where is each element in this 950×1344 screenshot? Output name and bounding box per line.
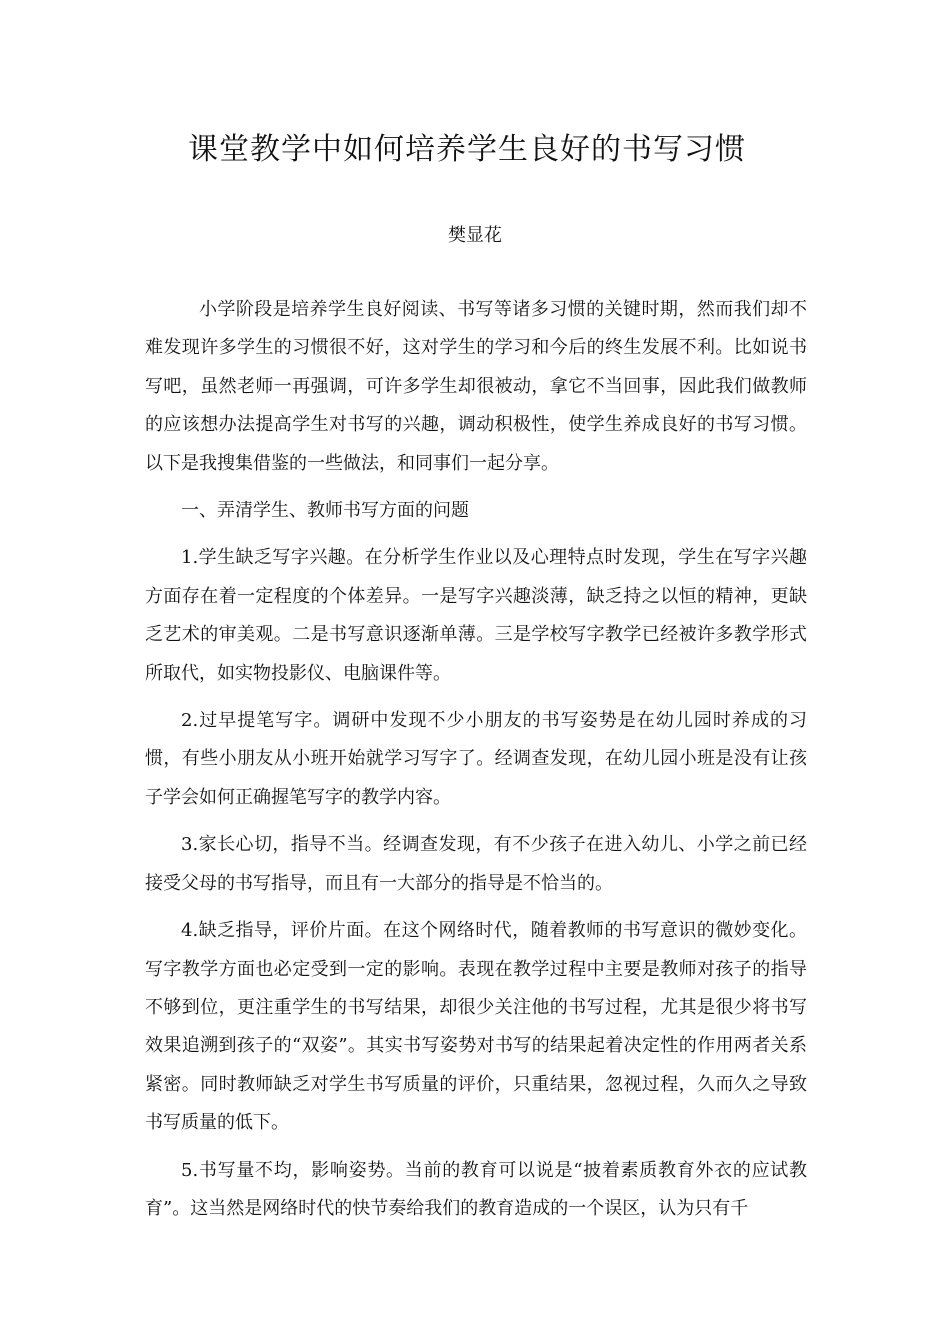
- paragraph-item-3: 3.家长心切，指导不当。经调查发现，有不少孩子在进入幼儿、小学之前已经接受父母的书写指导，而且有一大部分的指导是不恰当的。: [145, 834, 807, 894]
- document-title: 课堂教学中如何培养学生良好的书写习惯: [188, 132, 746, 167]
- paragraph-item-4: 4.缺乏指导，评价片面。在这个网络时代，随着教师的书写意识的微妙变化。写字教学方面也必定受到一定的影响。表现在教学过程中主要是教师对孩子的指导不够到位，更注重学生的书写结果，却很少关注他的书写过程，尤其是很少将书写效果追溯到孩子的“双姿”。其实书写姿势对书写的结果起着决定性的作用两者关系紧密。同时教师缺乏对学生书写质量的评价，只重结果，忽视过程，久而久之导致书写质量的低下。: [145, 920, 807, 1134]
- paragraph-item-1: 1.学生缺乏写字兴趣。在分析学生作业以及心理特点时发现，学生在写字兴趣方面存在着一定程度的个体差异。一是写字兴趣淡薄，缺乏持之以恒的精神，更缺乏艺术的审美观。二是书写意识逐渐单薄。三是学校写字教学已经被许多教学形式所取代，如实物投影仪、电脑课件等。: [145, 547, 807, 684]
- paragraph-item-2: 2.过早提笔写字。调研中发现不少小朋友的书写姿势是在幼儿园时养成的习惯，有些小朋友从小班开始就学习写字了。经调查发现，在幼儿园小班是没有让孩子学会如何正确握笔写字的教学内容。: [145, 710, 807, 808]
- document-author: 樊显花: [448, 225, 502, 246]
- section-heading: 一、弄清学生、教师书写方面的问题: [181, 500, 469, 522]
- paragraph-item-5: 5.书写量不均，影响姿势。当前的教育可以说是“披着素质教育外衣的应试教育”。这当然是网络时代的快节奏给我们的教育造成的一个误区，认为只有千: [145, 1159, 807, 1219]
- document-body: [145, 291, 807, 1228]
- paragraph-intro: 小学阶段是培养学生良好阅读、书写等诸多习惯的关键时期，然而我们却不难发现许多学生的习惯很不好，这对学生的学习和今后的终生发展不利。比如说书写吧，虽然老师一再强调，可许多学生却很被动，拿它不当回事，因此我们做教师的应该想办法提高学生对书写的兴趣，调动积极性，使学生养成良好的书写习惯。以下是我搜集借鉴的一些做法，和同事们一起分享。: [145, 299, 807, 474]
